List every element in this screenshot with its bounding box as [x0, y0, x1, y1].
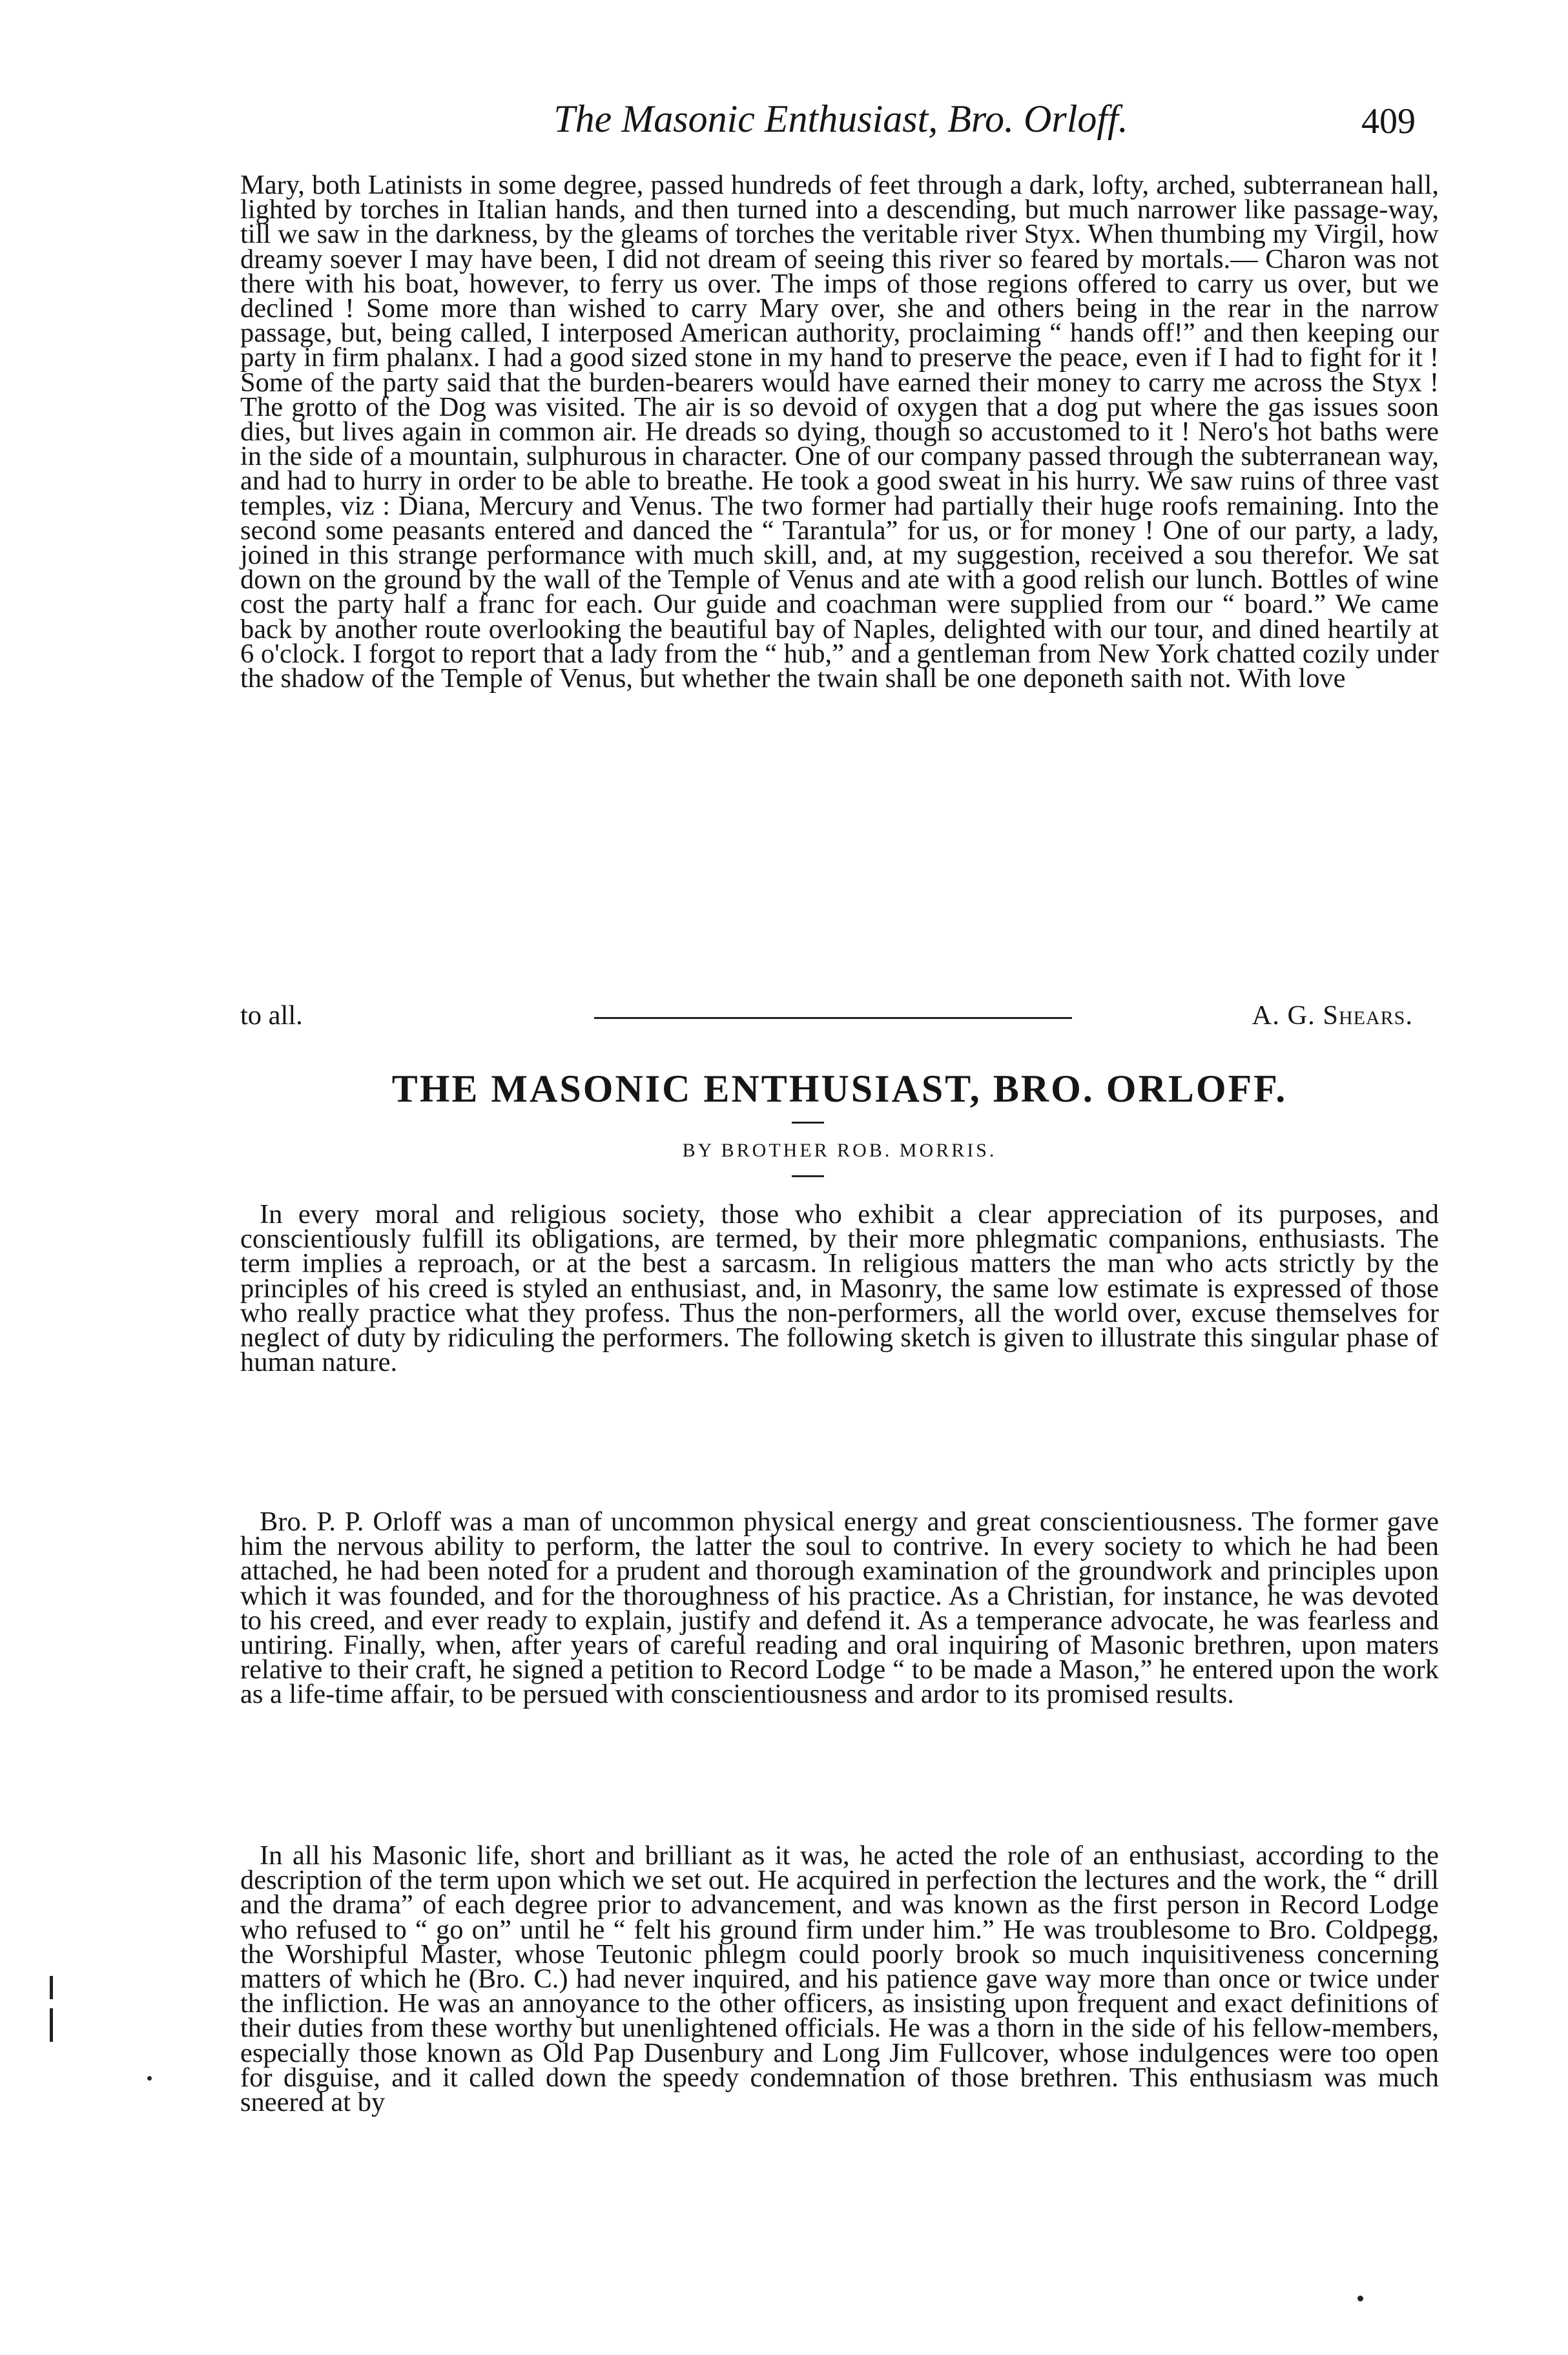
letter-signoff: [240, 1000, 1439, 1032]
margin-mark: [50, 2008, 53, 2042]
running-header: [240, 97, 1441, 149]
article-byline: BY BROTHER ROB. MORRIS.: [682, 1140, 997, 1161]
speck-mark: [147, 2076, 152, 2081]
article-title: THE MASONIC ENTHUSIAST, BRO. ORLOFF.: [391, 1067, 1288, 1110]
letter-signature: A. G. Shears.: [1252, 1000, 1413, 1031]
article-paragraph: In all his Masonic life, short and brilliant as it was, he acted the role of an enthusiast, according to the description of the term upon which we set out. He acquired in perfection the lectures and the work, the “ drill and the drama” of each degree prior to advancement, and was known as the first person in Record Lodge who refused to “ go on” until he “ felt his ground firm under him.” He was troublesome to Bro. Coldpegg, the Worshipful Master, whose Teutonic phlegm could poorly brook so much inquisitiveness concerning matters of which he (Bro. C.) had never inquired, and his patience gave way more than once or twice under the infliction. He was an annoyance to the other officers, as insisting upon frequent and exact definitions of their duties from these worthy but unenlightened officials. He was a thorn in the side of his fellow-members, especially those known as Old Pap Dusenbury and Long Jim Fullcover, whose indulgences were too open for disguise, and it called down the speedy condemnation of those brethren. This enthusiasm was much sneered at by: [240, 1840, 1439, 2118]
running-title: The Masonic Enthusiast, Bro. Orloff.: [553, 98, 1128, 140]
article-paragraph: In every moral and religious society, those who exhibit a clear appreciation of its purposes, and conscientiously fulfill its obligations, are termed, by their more phlegmatic companions, enthusiasts. The term implies a reproach, or at the best a sarcasm. In religious matters the man who acts strictly by the principles of his creed is styled an enthusiast, and, in Masonry, the same low estimate is expressed of those who really practice what they profess. Thus the non-performers, all the world over, excuse themselves for neglect of duty by ridiculing the performers. The following sketch is given to illustrate this singular phase of human nature.: [240, 1199, 1439, 1378]
section-divider: [594, 1017, 1072, 1019]
article-paragraph: Bro. P. P. Orloff was a man of uncommon physical energy and great conscientiousness. The former gave him the nervous ability to perform, the latter the soul to contrive. In every society to which he had been attached, he had been noted for a prudent and thorough examination of the groundwork and principles upon which it was founded, and for the thoroughness of his practice. As a Christian, for instance, he was devoted to his creed, and ever ready to explain, justify and defend it. As a temperance advocate, he was fearless and untiring. Finally, when, after years of careful reading and oral inquiring of Masonic brethren, upon maters relative to their craft, he signed a petition to Record Lodge “ to be made a Mason,” he entered upon the work as a life-time affair, to be persued with conscientiousness and ardor to its promised results.: [240, 1507, 1439, 1710]
margin-mark: [50, 1976, 53, 1999]
letter-body: Mary, both Latinists in some degree, passed hundreds of feet through a dark, lofty, arched, subterranean hall, lighted by torches in Italian hands, and then turned into a descending, but much narrower like passage-way, till we saw in the darkness, by the gleams of torches the veritable river Styx. When thumbing my Virgil, how dreamy soever I may have been, I did not dream of seeing this river so feared by mortals.— Charon was not there with his boat, however, to ferry us over. The imps of those regions offered to carry us over, but we declined ! Some more than wished to carry Mary over, she and others being in the rear in the narrow passage, but, being called, I interposed American authority, proclaiming “ hands off!” and then keeping our party in firm phalanx. I had a good sized stone in my hand to preserve the peace, even if I had to fight for it ! Some of the party said that the burden-bearers would have earned their money to carry me across the Styx ! The grotto of the Dog was visited. The air is so devoid of oxygen that a dog put where the gas issues soon dies, but lives again in common air. He dreads so dying, though so accustomed to it ! Nero's hot baths were in the side of a mountain, sulphurous in character. One of our company passed through the subterranean way, and had to hurry in order to be able to breathe. He took a good sweat in his hurry. We saw ruins of three vast temples, viz : Diana, Mercury and Venus. The two former had partially their huge roofs remaining. Into the second some peasants entered and danced the “ Tarantula” for us, or for money ! One of our party, a lady, joined in this strange performance with much skill, and, at my suggestion, received a sou therefor. We sat down on the ground by the wall of the Temple of Venus and ate with a good relish our lunch. Bottles of wine cost the party half a franc for each. Our guide and coachman were supplied from our “ board.” We came back by another route overlooking the beautiful bay of Naples, delighted with our tour, and dined heartily at 6 o'clock. I forgot to report that a lady from the “ hub,” and a gentleman from New York chatted cozily under the shadow of the Temple of Venus, but whether the twain shall be one deponeth saith not. With love: [240, 170, 1439, 694]
letter-closing: to all.: [240, 1000, 303, 1031]
speck-mark: [1357, 2296, 1363, 2301]
byline-rule: [792, 1175, 824, 1177]
page-number: 409: [1361, 101, 1416, 141]
title-rule: [792, 1122, 824, 1124]
